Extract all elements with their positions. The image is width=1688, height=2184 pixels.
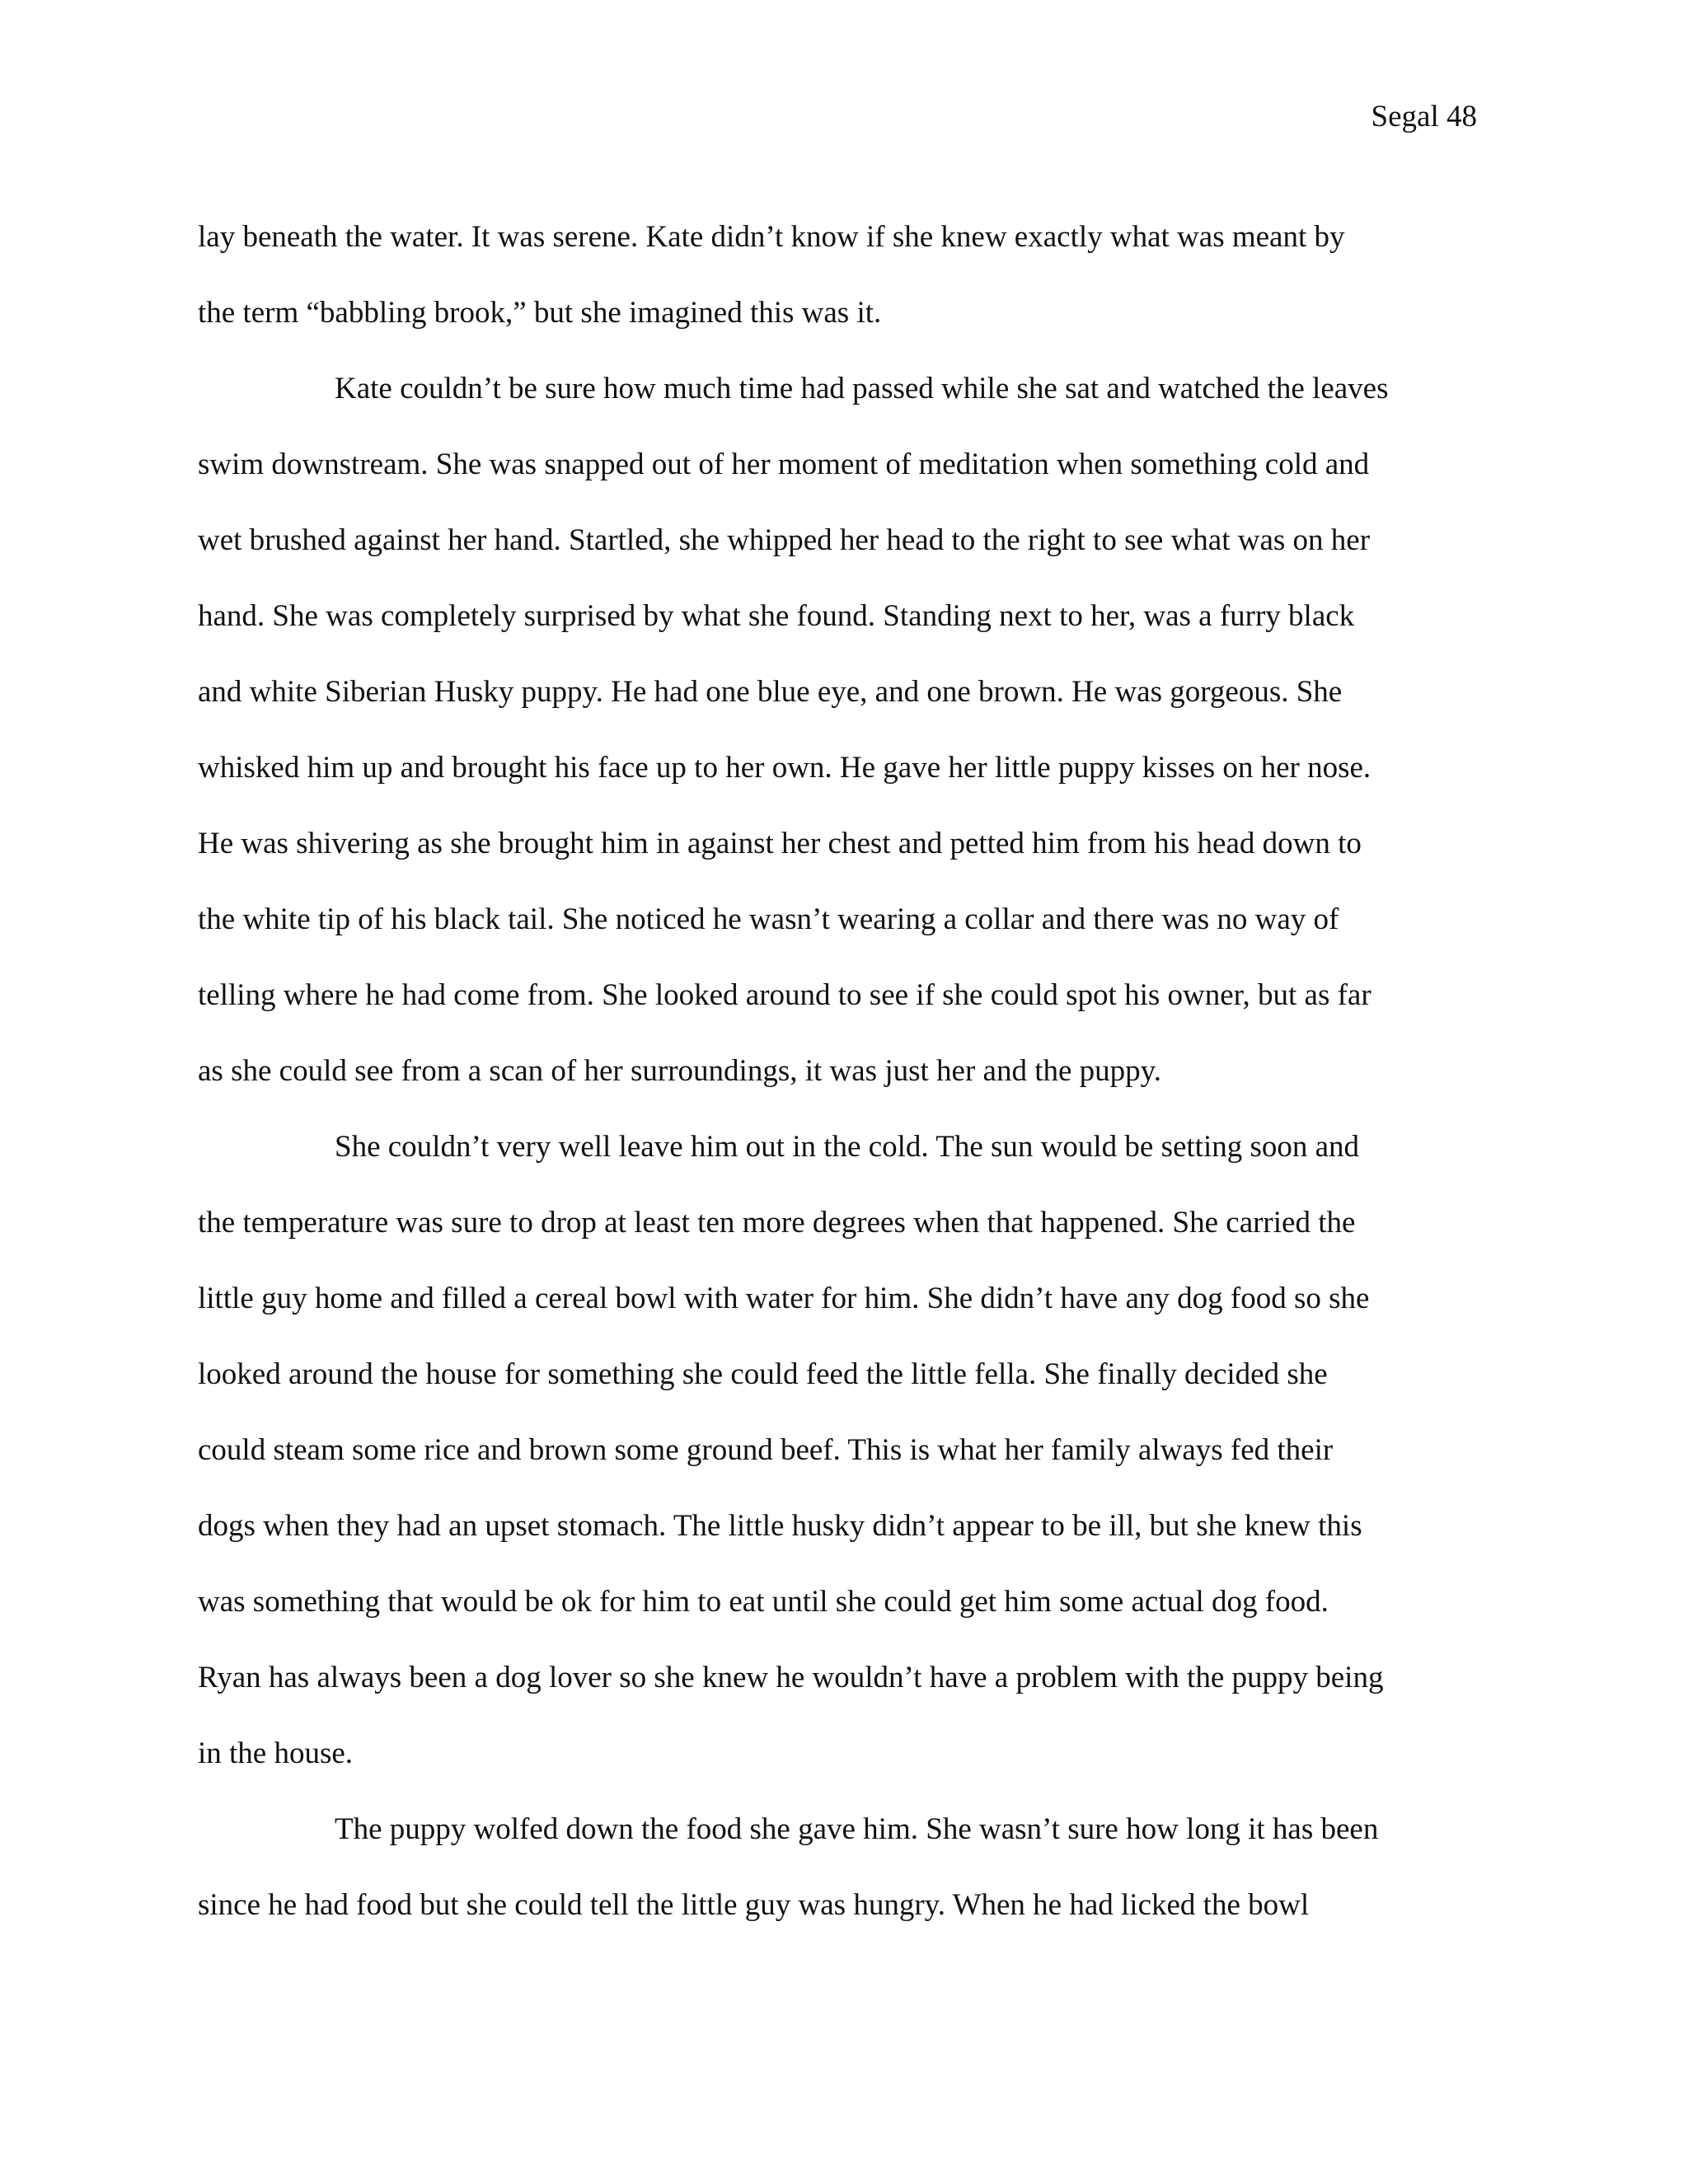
paragraph xyxy=(198,1109,1477,1792)
text-line: She couldn’t very well leave him out in the cold. The sun would be setting soon and xyxy=(335,1130,1360,1164)
text-line: He was shivering as she brought him in against her chest and petted him from his head down to xyxy=(198,827,1362,860)
text-line: and white Siberian Husky puppy. He had one blue eye, and one brown. He was gorgeous. She xyxy=(198,675,1343,709)
text-line: the white tip of his black tail. She noticed he wasn’t wearing a collar and there was no way of xyxy=(198,902,1339,936)
paragraph xyxy=(198,199,1477,351)
text-line: swim downstream. She was snapped out of her moment of meditation when something cold and xyxy=(198,448,1370,481)
text-line: since he had food but she could tell the little guy was hungry. When he had licked the bowl xyxy=(198,1888,1310,1922)
text-line: telling where he had come from. She looked around to see if she could spot his owner, but as far xyxy=(198,978,1372,1012)
text-line: was something that would be ok for him to eat until she could get him some actual dog food. xyxy=(198,1585,1329,1619)
text-line: Kate couldn’t be sure how much time had passed while she sat and watched the leaves xyxy=(335,372,1389,405)
running-head: Segal 48 xyxy=(1371,100,1477,134)
text-line: in the house. xyxy=(198,1736,354,1770)
text-line: wet brushed against her hand. Startled, she whipped her head to the right to see what was on her xyxy=(198,523,1371,557)
text-line: Ryan has always been a dog lover so she knew he wouldn’t have a problem with the puppy being xyxy=(198,1661,1384,1694)
text-line: little guy home and filled a cereal bowl with water for him. She didn’t have any dog food so she xyxy=(198,1282,1370,1315)
text-line: as she could see from a scan of her surroundings, it was just her and the puppy. xyxy=(198,1054,1161,1088)
text-line: The puppy wolfed down the food she gave him. She wasn’t sure how long it has been xyxy=(335,1812,1379,1846)
text-line: looked around the house for something she could feed the little fella. She finally decided she xyxy=(198,1357,1328,1391)
text-line: could steam some rice and brown some ground beef. This is what her family always fed their xyxy=(198,1433,1334,1467)
body-text xyxy=(198,199,1477,1943)
text-line: whisked him up and brought his face up to her own. He gave her little puppy kisses on her nose. xyxy=(198,751,1372,785)
paragraph xyxy=(198,351,1477,1109)
text-line: the temperature was sure to drop at least ten more degrees when that happened. She carried the xyxy=(198,1206,1356,1240)
text-line: lay beneath the water. It was serene. Kate didn’t know if she knew exactly what was meant by xyxy=(198,220,1345,254)
text-line: the term “babbling brook,” but she imagined this was it. xyxy=(198,296,882,330)
text-line: dogs when they had an upset stomach. The little husky didn’t appear to be ill, but she knew this xyxy=(198,1509,1362,1543)
paragraph xyxy=(198,1792,1477,1943)
text-line: hand. She was completely surprised by what she found. Standing next to her, was a furry black xyxy=(198,599,1355,633)
